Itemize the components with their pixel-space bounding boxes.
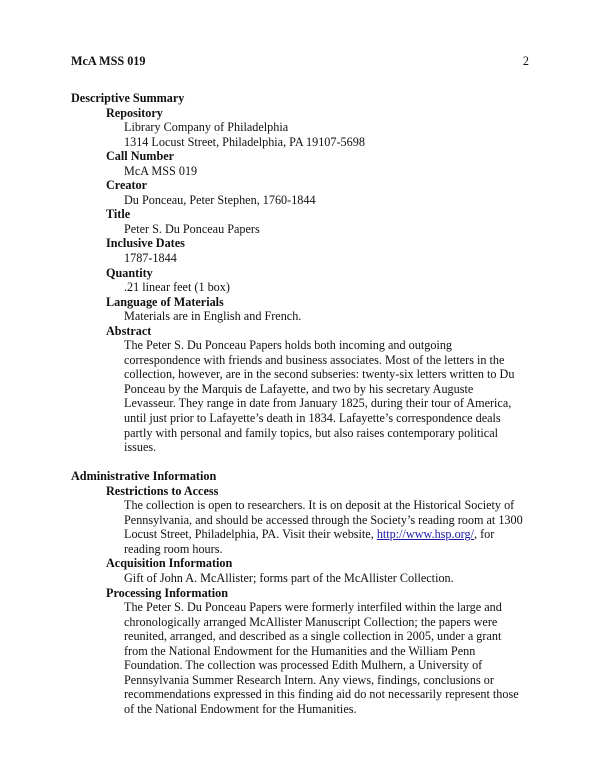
field-label-restrictions: Restrictions to Access	[106, 483, 219, 498]
section-heading-descriptive-summary: Descriptive Summary	[71, 91, 185, 105]
field-value-creator: Du Ponceau, Peter Stephen, 1760-1844	[124, 192, 316, 207]
section-heading-administrative-information: Administrative Information	[71, 469, 217, 484]
document-id: McA MSS 019	[71, 54, 146, 68]
field-value-title: Peter S. Du Ponceau Papers	[124, 221, 260, 236]
finding-aid-content	[71, 91, 531, 716]
field-label-call-number: Call Number	[106, 149, 175, 164]
field-value-processing: The Peter S. Du Ponceau Papers were formerly interfiled within the large and chronologically arranged McAllister Manuscript Collection; the papers were reunited, arranged, and described as a single collection in 2005, under a grant from the National Endowment for the Humanities and the William Penn Foundation. The collection was processed Edith Mulhern, a University of Pennsylvania Summer Research Intern. Any views, findings, conclusions or recommendations expressed in this finding aid do not necessarily represent those of the National Endowment for the Humanities.	[124, 600, 519, 716]
field-label-processing: Processing Information	[106, 585, 228, 600]
field-value-repository	[124, 120, 528, 149]
administrative-information-section	[71, 469, 531, 716]
repository-address: 1314 Locust Street, Philadelphia, PA 19107-5698	[124, 134, 365, 149]
field-label-creator: Creator	[106, 178, 148, 193]
restrictions-text-after: , for reading room hours.	[124, 527, 495, 556]
field-value-restrictions	[124, 498, 528, 556]
field-label-repository: Repository	[106, 105, 163, 120]
field-label-acquisition: Acquisition Information	[106, 556, 233, 571]
restrictions-text-before: The collection is open to researchers. It is on deposit at the Historical Society of Pennsylvania, and should be accessed through the Society’s reading room at 1300 Locust Street, Philadelphia, PA. Visit their website,	[124, 498, 523, 542]
field-label-title: Title	[106, 207, 131, 222]
field-value-language: Materials are in English and French.	[124, 309, 302, 324]
field-label-quantity: Quantity	[106, 265, 153, 280]
field-value-acquisition: Gift of John A. McAllister; forms part of the McAllister Collection.	[124, 571, 454, 585]
field-label-abstract: Abstract	[106, 323, 152, 338]
field-label-inclusive-dates: Inclusive Dates	[106, 236, 185, 251]
page-number: 2	[522, 54, 529, 68]
repository-name: Library Company of Philadelphia	[124, 120, 289, 135]
descriptive-summary-section	[71, 91, 531, 455]
field-value-inclusive-dates: 1787-1844	[124, 251, 177, 266]
field-label-language: Language of Materials	[106, 294, 224, 309]
hsp-website-link[interactable]: http://www.hsp.org/	[376, 527, 474, 542]
field-value-quantity: .21 linear feet (1 box)	[124, 280, 230, 295]
field-value-abstract: The Peter S. Du Ponceau Papers holds both incoming and outgoing correspondence with friends and business associates. Most of the letters in the collection, however, are in the second subseries: twenty-six letters written to Du Ponceau by the Marquis de Lafayette, and two by his secretary Auguste Levasseur. They range in date from January 1825, during their tour of America, until just prior to Lafayette’s death in 1834. Lafayette’s correspondence deals partly with personal and family topics, but also raises contemporary political issues.	[124, 338, 515, 455]
field-value-call-number: McA MSS 019	[124, 163, 198, 178]
